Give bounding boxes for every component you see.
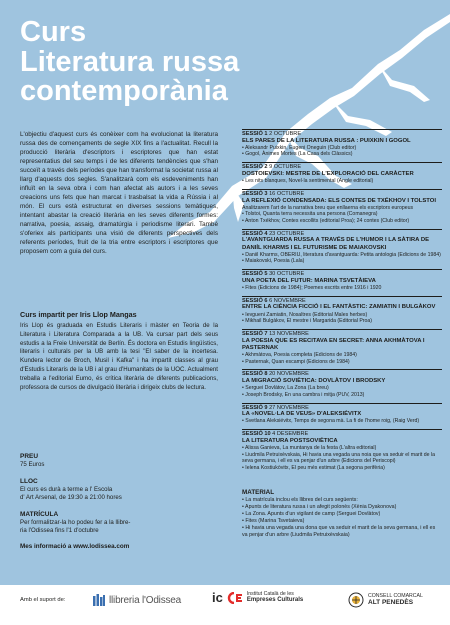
material-items xyxy=(242,497,442,539)
session-number: SESSIÓ 5 xyxy=(242,271,268,278)
session-book: • Aleksandr Puixkin, Eugeni Oneguin (Club editor) xyxy=(242,144,357,151)
instructor-section xyxy=(20,310,218,393)
session-header xyxy=(242,331,442,338)
session-book: • Ievgueni Zamiatin, Nosaltres (Editorial Males herbes) xyxy=(242,311,368,318)
session-block xyxy=(242,128,442,158)
session-book: • Ielena Kostiukòvitx, El peu més estimat (La segona perifèria) xyxy=(242,464,385,471)
session-block xyxy=(242,295,442,325)
session-block xyxy=(242,161,442,184)
place-block xyxy=(20,477,210,503)
title-line-2: Literatura russa xyxy=(20,45,240,78)
consell-seal-icon xyxy=(348,592,364,608)
icec-logo-text xyxy=(247,591,303,604)
icec-logo-prefix: ic xyxy=(212,590,223,605)
material-item: • Fites (Marina Tsvetaieva) xyxy=(242,517,305,524)
session-title: DOSTOIEVSKI: MESTRE DE L'EXPLORACIÓ DEL CARÀCTER xyxy=(242,170,414,177)
session-book: Analitzarem l'art de la narrativa breu que enllaerna els escriptors europeus xyxy=(242,204,414,211)
books-icon xyxy=(92,593,106,607)
session-title: LA POESIA QUE ES RECITAVA EN SECRET: ANNA AKHMÀTOVA I PASTERNAK xyxy=(242,337,425,351)
icec-logo xyxy=(212,590,303,605)
session-book: • Alissa Ganieva, La muntanya de la festa (L'altra editorial) xyxy=(242,445,377,452)
session-date: 2 OCTUBRE xyxy=(269,131,302,137)
instructor-heading: Curs impartit per Iris Llop Mangas xyxy=(20,310,137,319)
session-title: UNA POETA DEL FUTUR: MARINA TSVETÀIEVA xyxy=(242,277,376,284)
session-divider xyxy=(242,296,442,297)
session-date: 13 NOVEMBRE xyxy=(269,330,309,337)
material-heading: MATERIAL xyxy=(242,489,275,496)
session-book: • Maiakovski, Poesia (Lala) xyxy=(242,258,305,265)
session-header xyxy=(242,131,442,138)
session-number: SESSIÓ 7 xyxy=(242,330,268,337)
website-link[interactable]: Mes informació a www.lodissea.com xyxy=(20,542,130,550)
registration-line: ria l'Odissea fins l'1 d'octubre xyxy=(20,527,99,535)
odissea-logo xyxy=(92,593,181,607)
session-header xyxy=(242,164,442,171)
intro-paragraph: L'objectiu d'aquest curs és conèixer com ha evolucionat la literatura russa des de començaments de segle XIX fins a l'actualitat. Recull la producció literària d'escriptors i escriptores que han estat representatius del seu temps i de les diferents tendències que s'han succeït a través dels períodes que han transformat la societat russa al llarg d'aquests dos segles. S'analitzarà com els esdeveniments han influït en la seva obra i com han afectat als autors i a les seves creacions uns fets que han marcat i trasbalsat la vida a Rússia i al món. El curs està estructurat en diverses sessions temàtiques, intentant abastar la creació literària en les seves diferents formes: narrativa, poesia, assaig, dramatúrgia i periodisme literari. També s'oferiex als participants una visió de diferents perspectives dels referents períodes, fruit de la tria entre escriptors i escriptores que proposem com a guia del curs. xyxy=(20,131,218,255)
registration-label: MATRÍCULA xyxy=(20,510,59,518)
session-title: L'AVANTGUARDA RUSSA A TRAVÉS DE L'HUMOR I LA SÀTIRA DE DANIÍL KHARMS I EL FUTURISME DE MAIAKOVSKI xyxy=(242,237,430,251)
session-block xyxy=(242,268,442,291)
place-line: El curs es durà a terme a l' Escola xyxy=(20,485,113,493)
title-line-1: Curs xyxy=(20,16,87,48)
session-book: • Akhmàtova, Poesia completa (Edicions de 1984) xyxy=(242,352,357,359)
material-item: • La matrícula inclou els llibres del curs següents: xyxy=(242,497,358,503)
session-block xyxy=(242,188,442,224)
session-title: LA LITERATURA POSTSOVIÈTICA xyxy=(242,437,338,444)
support-label: Amb el suport de: xyxy=(20,597,66,603)
session-number: SESSIÓ 1 xyxy=(242,131,268,137)
session-date: 9 OCTUBRE xyxy=(269,164,302,171)
session-divider xyxy=(242,129,442,130)
session-date: 6 NOVEMBRE xyxy=(269,297,306,304)
footer xyxy=(0,585,450,625)
session-divider xyxy=(242,403,442,404)
session-divider xyxy=(242,189,442,190)
practical-info xyxy=(20,452,210,552)
place-label: LLOC xyxy=(20,477,38,485)
session-divider xyxy=(242,329,442,330)
place-line: d' Art Arsenal, de 19:30 a 21:00 hores xyxy=(20,494,122,502)
session-block xyxy=(242,328,442,365)
session-title: LA «NOVEL·LA DE VEUS» D'ALEKSIÉVITX xyxy=(242,411,362,418)
consell-line-2: ALT PENEDÈS xyxy=(368,599,414,607)
session-number: SESSIÓ 4 xyxy=(242,230,268,237)
session-number: SESSIÓ 8 xyxy=(242,371,268,378)
odissea-logo-text: llibreria l'Odissea xyxy=(109,594,182,606)
session-number: SESSIÓ 9 xyxy=(242,404,268,411)
icec-line-1: Institut Català de les xyxy=(246,590,294,597)
session-date: 27 NOVEMBRE xyxy=(269,404,309,411)
registration-line: Per formalitzar-la ho podeu fer a la llibre- xyxy=(20,518,131,526)
session-number: SESSIÓ 6 xyxy=(242,297,268,304)
session-title: LA REFLEXIÓ CONDENSADA: ELS CONTES DE TXÉKHOV I TOLSTOI xyxy=(242,197,436,204)
session-number: SESSIÓ 3 xyxy=(242,190,268,197)
session-divider xyxy=(242,229,442,230)
icec-line-2: Empreses Culturals xyxy=(246,597,304,604)
session-book: • Fites (Edicions de 1984); Poemes escrits entre 1916 i 1920 xyxy=(242,284,382,291)
price-label: PREU xyxy=(20,453,39,460)
session-book: • Anton Txékhov, Contes escollits (editorial Proa); 24 contes (Club editor) xyxy=(242,217,410,224)
icec-mark-icon xyxy=(227,592,243,604)
session-book: • Svetlana Aleksiévitx, Temps de segona mà. La fi de l'home roig, (Raig Verd) xyxy=(242,418,420,425)
consell-logo-text xyxy=(368,593,423,607)
session-book: • Serguei Dovlàtov, La Zona (La breu) xyxy=(242,385,329,392)
session-book: • Daniil Kharms, OBERIU, literatura d'avantguarda: Petita antologia (Edicions de 1984) xyxy=(242,251,441,258)
session-header xyxy=(242,191,442,198)
session-book: • Joseph Brodsky, En una cambra i mitja (PUV, 2013) xyxy=(242,391,365,398)
session-block xyxy=(242,228,442,265)
session-date: 23 OCTUBRE xyxy=(269,230,305,237)
material-item: • Apunts de literatura russa i un afegit polonès (Xènia Dyakonova) xyxy=(242,503,397,510)
instructor-bio: Iris Llop és graduada en Estudis Literaris i màster en Teoria de la Literatura i Literatura Comparada a la UB. Va cursar part dels seus estudis a la Freie Universität de Berlín. És doctora en Estudis lingüístics, literaris i culturals per la UB amb la tesi "El saber de la incertesa. Kundera lector de Broch, Musil i Kafka" i ha impartit classes al grau d'Estudis Literaris de la UB i al grau d'Humanitats de la UOC. Actualment treballa a l'editorial Eumo, és crítica literària de diferents publicacions, professora de cursos de divulgació literària i dirigeix clubs de lectura. xyxy=(20,322,218,391)
session-header xyxy=(242,271,442,278)
session-book: • Tolstoi, Quanta terra necessita una persona (Comanegra) xyxy=(242,211,378,218)
session-block xyxy=(242,402,442,425)
session-date: 4 DESEMBRE xyxy=(272,431,309,438)
session-block xyxy=(242,428,442,471)
session-book: • Liudmila Petruixèvskaia, Hi havia una vegada una noia que va seduir el marit de la seva germana, i ell es va penjar d'un arbre (Edicions del Periscopi) xyxy=(242,451,436,465)
sessions-list xyxy=(242,128,442,474)
session-divider xyxy=(242,269,442,270)
session-book: • Pasternak, Quan escampi (Edicions de 1984) xyxy=(242,358,350,365)
session-book: • Les nits blanques, Novel·la sentimental (Angle editorial) xyxy=(242,178,374,185)
price-block xyxy=(20,452,210,470)
session-header xyxy=(242,431,442,438)
consell-line-1: CONSELL COMARCAL xyxy=(368,592,423,599)
session-title: LA MIGRACIÓ SOVIÈTICA: DOVLÀTOV I BRODSKY xyxy=(242,378,386,385)
session-number: SESSIÓ 10 xyxy=(242,431,271,438)
session-date: 16 OCTUBRE xyxy=(269,190,305,197)
registration-block xyxy=(20,510,210,536)
course-title xyxy=(20,18,320,107)
session-title: ENTRE LA CIÈNCIA FICCIÓ I EL FANTÀSTIC: ZAMIATIN I BULGÀKOV xyxy=(242,304,436,311)
session-title: ELS PARES DE LA LITERATURA RUSSA : PUIXKIN I GOGOL xyxy=(242,137,411,144)
material-section xyxy=(242,489,442,539)
session-block xyxy=(242,368,442,398)
session-date: 20 NOVEMBRE xyxy=(269,371,309,378)
consell-comarcal-logo xyxy=(348,592,423,608)
session-book: • Mikhail Bulgàkov, El mestre i Margarida (Editorial Proa) xyxy=(242,318,373,325)
title-line-3: contemporània xyxy=(20,75,228,108)
material-item: • La Zona. Apunts d'un vigilant de camp (Serguei Dovlàtov) xyxy=(242,510,381,517)
session-number: SESSIÓ 2 xyxy=(242,164,268,171)
session-book: • Gogol, Ànimes Mortes (La Casa dels Clàssics) xyxy=(242,151,353,158)
material-item: • Hi havia una vegada una dona que va seduir el marit de la seva germana, i ell es va penjar d'un arbre (Liudmila Petruixèvskaia) xyxy=(242,524,436,538)
session-date: 30 OCTUBRE xyxy=(269,271,305,278)
price-value: 75 Euros xyxy=(20,461,45,469)
